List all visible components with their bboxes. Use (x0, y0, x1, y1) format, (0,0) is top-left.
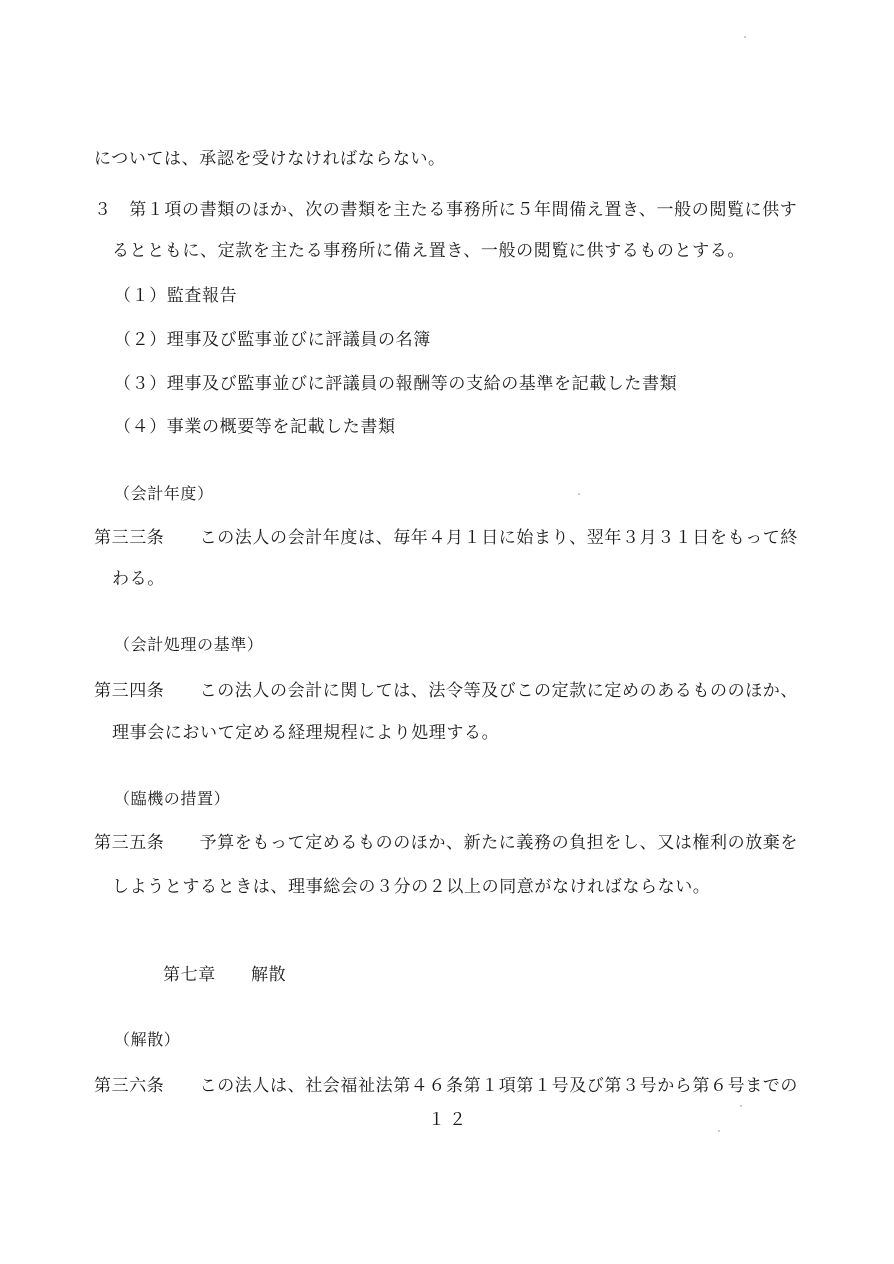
page-number: １２ (428, 1110, 470, 1130)
scan-speck (744, 36, 746, 38)
list-item: （１）監査報告 (114, 286, 238, 306)
list-item: （２）理事及び監事並びに評議員の名簿 (114, 330, 431, 350)
article-33-line-2: わる。 (112, 569, 165, 589)
list-item: （３）理事及び監事並びに評議員の報酬等の支給の基準を記載した書類 (114, 374, 678, 394)
paragraph-3-line-2: るとともに、定款を主たる事務所に備え置き、一般の閲覧に供するものとする。 (112, 241, 745, 261)
article-35-line-1: 第三五条 予算をもって定めるもののほか、新たに義務の負担をし、又は権利の放棄を (94, 833, 798, 853)
scan-speck (740, 1105, 742, 1107)
article-36-line-1: 第三六条 この法人は、社会福祉法第４６条第１項第１号及び第３号から第６号までの (94, 1076, 798, 1096)
article-34-line-2: 理事会において定める経理規程により処理する。 (112, 723, 500, 743)
article-heading: （会計処理の基準） (114, 635, 264, 654)
scan-speck (718, 1130, 720, 1132)
chapter-heading: 第七章 解散 (163, 965, 287, 985)
list-item: （４）事業の概要等を記載した書類 (114, 417, 396, 437)
paragraph-3-line-1: ３ 第１項の書類のほか、次の書類を主たる事務所に５年間備え置き、一般の閲覧に供す (94, 200, 798, 220)
article-heading: （臨機の措置） (114, 789, 231, 808)
article-35-line-2: しようとするときは、理事総会の３分の２以上の同意がなければならない。 (112, 877, 711, 897)
article-33-line-1: 第三三条 この法人の会計年度は、毎年４月１日に始まり、翌年３月３１日をもって終 (94, 528, 798, 548)
article-heading: （会計年度） (114, 484, 214, 503)
article-heading: （解散） (114, 1030, 181, 1049)
text-line: については、承認を受けなければならない。 (94, 149, 446, 169)
article-34-line-1: 第三四条 この法人の会計に関しては、法令等及びこの定款に定めのあるもののほか、 (94, 681, 798, 701)
scan-speck (578, 493, 580, 495)
